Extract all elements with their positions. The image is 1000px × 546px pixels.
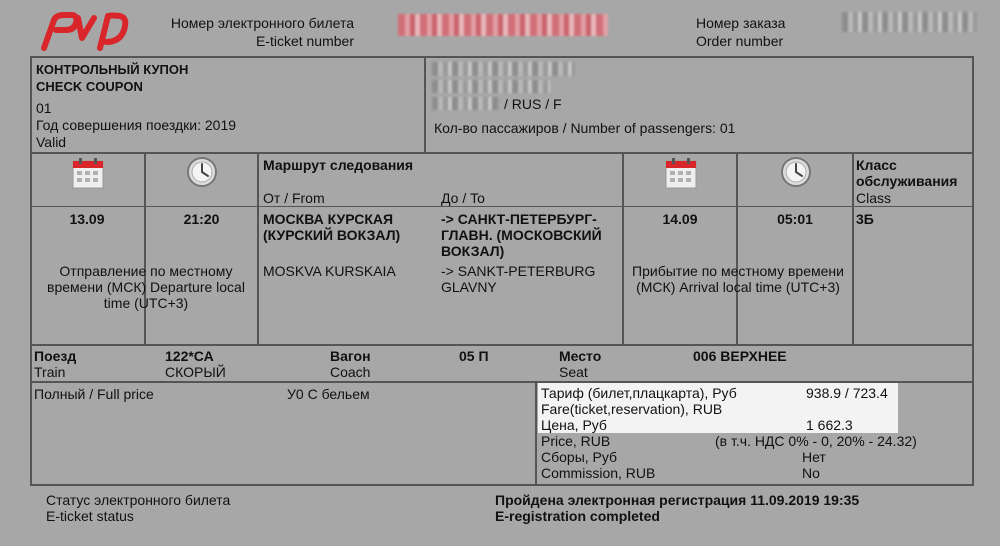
coupon-title-en: CHECK COUPON bbox=[36, 79, 143, 94]
order-label-en: Order number bbox=[696, 33, 784, 49]
service-class: У0 С бельем bbox=[287, 386, 370, 402]
train-label-en: Train bbox=[34, 364, 66, 380]
eticket-number-redacted bbox=[398, 14, 608, 36]
eticket-label-ru: Номер электронного билета bbox=[170, 15, 354, 31]
coach-label-en: Coach bbox=[330, 364, 371, 380]
status-label-en: E-ticket status bbox=[46, 508, 134, 524]
departure-time: 21:20 bbox=[183, 211, 220, 227]
train-number: 122*СА bbox=[165, 348, 214, 364]
to-station-ru: -> САНКТ-ПЕТЕРБУРГ-ГЛАВН. (МОСКОВСКИЙ ВОКЗАЛ) bbox=[441, 211, 602, 259]
passenger-birth-redacted bbox=[432, 97, 498, 110]
clock-icon bbox=[186, 156, 218, 188]
seat-number: 006 ВЕРХНЕЕ bbox=[693, 348, 787, 364]
clock-icon bbox=[780, 156, 812, 188]
eticket-label bbox=[158, 15, 354, 49]
price-label-en: Price, RUB bbox=[541, 433, 611, 449]
train-label-ru: Поезд bbox=[34, 348, 77, 364]
from-station-ru: МОСКВА КУРСКАЯ (КУРСКИЙ ВОКЗАЛ) bbox=[263, 211, 401, 243]
commission-value: No bbox=[802, 465, 820, 481]
vat-note: (в т.ч. НДС 0% - 0, 20% - 24.32) bbox=[715, 433, 917, 449]
coupon-valid: Valid bbox=[36, 134, 67, 150]
train-type: СКОРЫЙ bbox=[165, 364, 226, 380]
full-price: Полный / Full price bbox=[34, 386, 154, 402]
status-label-ru: Статус электронного билета bbox=[46, 492, 231, 508]
arrival-note: Прибытие по местному времени (МСК) Arrival local time (UTC+3) bbox=[632, 263, 844, 295]
fees-value: Нет bbox=[802, 449, 826, 465]
registration-status-en: E-registration completed bbox=[495, 508, 660, 524]
rzd-logo bbox=[34, 8, 134, 54]
coupon-title-ru: КОНТРОЛЬНЫЙ КУПОН bbox=[36, 62, 189, 77]
arrival-date: 14.09 bbox=[662, 211, 698, 227]
calendar-icon bbox=[72, 157, 104, 189]
calendar-icon bbox=[665, 157, 697, 189]
seat-label bbox=[559, 348, 601, 380]
train-info bbox=[165, 348, 226, 380]
class-label-ru: Класс обслуживания bbox=[856, 157, 958, 189]
order-number-redacted bbox=[842, 12, 977, 32]
passenger-suffix: / RUS / F bbox=[504, 96, 562, 112]
passenger-name-redacted bbox=[432, 62, 574, 76]
seat-label-en: Seat bbox=[559, 364, 588, 380]
order-label-ru: Номер заказа bbox=[696, 15, 786, 31]
price-value: 1 662.3 bbox=[806, 417, 853, 433]
coupon-year: Год совершения поездки: 2019 bbox=[36, 117, 237, 133]
class-label-en: Class bbox=[856, 190, 892, 206]
passenger-doc-redacted bbox=[432, 80, 550, 93]
registration-status-ru: Пройдена электронная регистрация 11.09.2019 19:35 bbox=[495, 492, 860, 508]
departure-note: Отправление по местному времени (МСК) Departure local time (UTC+3) bbox=[47, 263, 245, 311]
tariff-label-en: Fare(ticket,reservation), RUB bbox=[541, 401, 723, 417]
ticket-status-label bbox=[46, 492, 230, 524]
route-header: Маршрут следования bbox=[263, 157, 414, 173]
to-label: До / To bbox=[441, 190, 485, 206]
price-label-ru: Цена, Руб bbox=[541, 417, 607, 433]
seat-label-ru: Место bbox=[559, 348, 602, 364]
commission-label-en: Commission, RUB bbox=[541, 465, 656, 481]
from-station-en: MOSKVA KURSKAIA bbox=[263, 263, 396, 279]
to-station-en: -> SANKT-PETERBURG GLAVNY bbox=[441, 263, 596, 295]
passengers-count: Кол-во пассажиров / Number of passengers: 01 bbox=[434, 120, 736, 136]
eticket-label-en: E-ticket number bbox=[255, 33, 354, 49]
tariff-value: 938.9 / 723.4 bbox=[806, 385, 888, 401]
coach-number: 05 П bbox=[459, 348, 489, 364]
order-label bbox=[696, 15, 785, 49]
departure-date: 13.09 bbox=[69, 211, 105, 227]
coach-label-ru: Вагон bbox=[330, 348, 371, 364]
class-value: 3Б bbox=[856, 211, 874, 227]
coupon-number: 01 bbox=[36, 100, 52, 116]
arrival-time: 05:01 bbox=[777, 211, 813, 227]
tariff-label-ru: Тариф (билет,плацкарта), Руб bbox=[541, 385, 737, 401]
registration-status bbox=[495, 492, 859, 524]
coupon-block bbox=[36, 61, 236, 151]
coach-label bbox=[330, 348, 371, 380]
from-label: От / From bbox=[263, 190, 325, 206]
fees-label-ru: Сборы, Руб bbox=[541, 449, 618, 465]
train-label bbox=[34, 348, 76, 380]
